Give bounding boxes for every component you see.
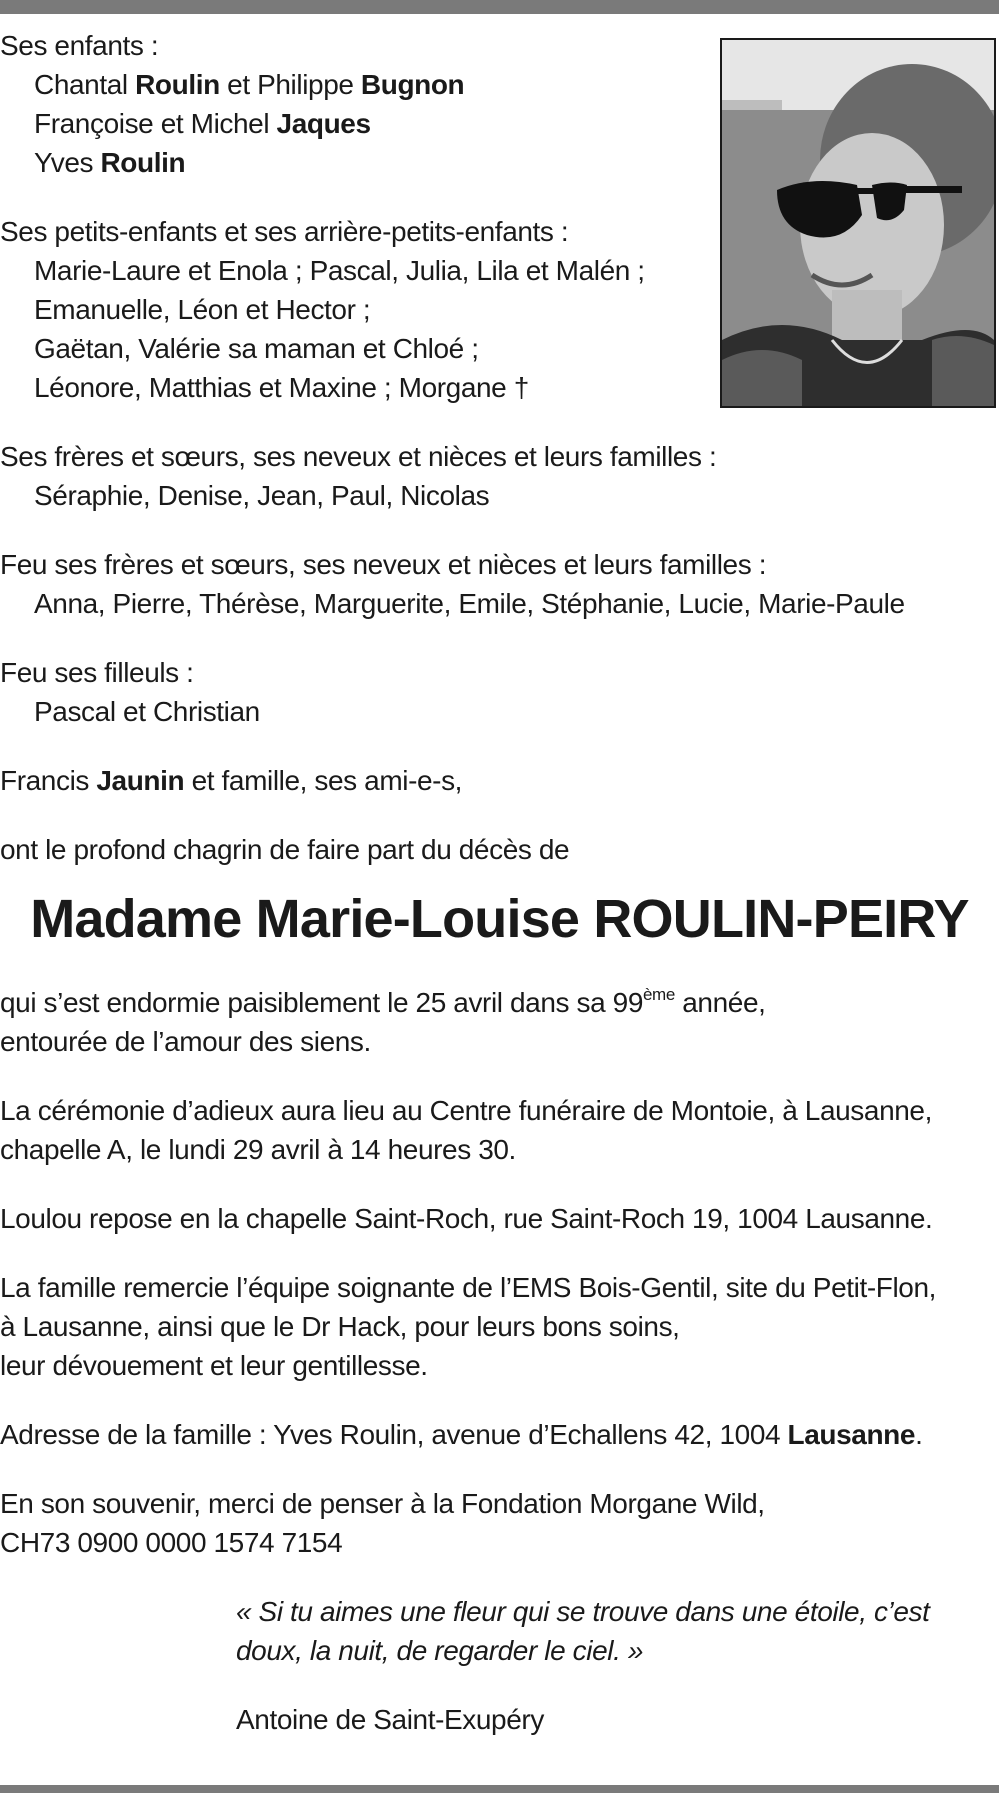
deceased-name: Madame Marie-Louise ROULIN-PEIRY (30, 889, 969, 949)
children-heading: Ses enfants : (0, 30, 159, 61)
quote-author: Antoine de Saint-Exupéry (236, 1704, 544, 1735)
thanks-text: La famille remercie l’équipe soignante de l’EMS Bois-Gentil, site du Petit-Flon, à Lausanne, ainsi que le Dr Hack, pour leurs bons soins, leur dévouement et leur gentillesse. (0, 1272, 937, 1381)
rest-text: Loulou repose en la chapelle Saint-Roch, rue Saint-Roch 19, 1004 Lausanne. (0, 1203, 933, 1234)
quote-line: doux, la nuit, de regarder le ciel. » (236, 1635, 644, 1666)
late-siblings-heading: Feu ses frères et sœurs, ses neveux et nièces et leurs familles : (0, 549, 767, 580)
child-line: Yves Roulin (34, 147, 186, 178)
quote-line: « Si tu aimes une fleur qui se trouve dans une étoile, c’est (236, 1596, 930, 1627)
siblings-section (0, 437, 999, 515)
passing-text: qui s’est endormie paisiblement le 25 avril dans sa 99ème année, entourée de l’amour des siens. (0, 985, 766, 1057)
siblings-heading: Ses frères et sœurs, ses neveux et nièces et leurs familles : (0, 441, 717, 472)
godchildren-section (0, 653, 999, 731)
siblings-line: Séraphie, Denise, Jean, Paul, Nicolas (34, 480, 490, 511)
top-rule (0, 0, 999, 14)
grandchildren-line: Emanuelle, Léon et Hector ; (34, 294, 371, 325)
grandchildren-heading: Ses petits-enfants et ses arrière-petits-enfants : (0, 216, 569, 247)
epigraph (0, 1592, 999, 1739)
bottom-rule (0, 1785, 999, 1793)
friends-line: Francis Jaunin et famille, ses ami-e-s, (0, 765, 463, 796)
grandchildren-section (0, 212, 999, 407)
late-siblings-line: Anna, Pierre, Thérèse, Marguerite, Emile, Stéphanie, Lucie, Marie-Paule (34, 588, 905, 619)
grandchildren-line: Gaëtan, Valérie sa maman et Chloé ; (34, 333, 479, 364)
children-section (0, 26, 999, 182)
child-line: Françoise et Michel Jaques (34, 108, 371, 139)
memorial-donation: En son souvenir, merci de penser à la Fondation Morgane Wild, CH73 0900 0000 1574 7154 (0, 1488, 765, 1558)
grandchildren-line: Marie-Laure et Enola ; Pascal, Julia, Lila et Malén ; (34, 255, 645, 286)
godchildren-heading: Feu ses filleuls : (0, 657, 194, 688)
ceremony-text: La cérémonie d’adieux aura lieu au Centre funéraire de Montoie, à Lausanne, chapelle A, le lundi 29 avril à 14 heures 30. (0, 1095, 932, 1165)
child-line: Chantal Roulin et Philippe Bugnon (34, 69, 465, 100)
grandchildren-line: Léonore, Matthias et Maxine ; Morgane † (34, 372, 529, 403)
announcement: ont le profond chagrin de faire part du décès de (0, 834, 570, 865)
obituary-text (0, 26, 999, 1739)
family-address: Adresse de la famille : Yves Roulin, avenue d’Echallens 42, 1004 Lausanne. (0, 1419, 923, 1450)
godchildren-line: Pascal et Christian (34, 696, 260, 727)
late-siblings-section (0, 545, 999, 623)
